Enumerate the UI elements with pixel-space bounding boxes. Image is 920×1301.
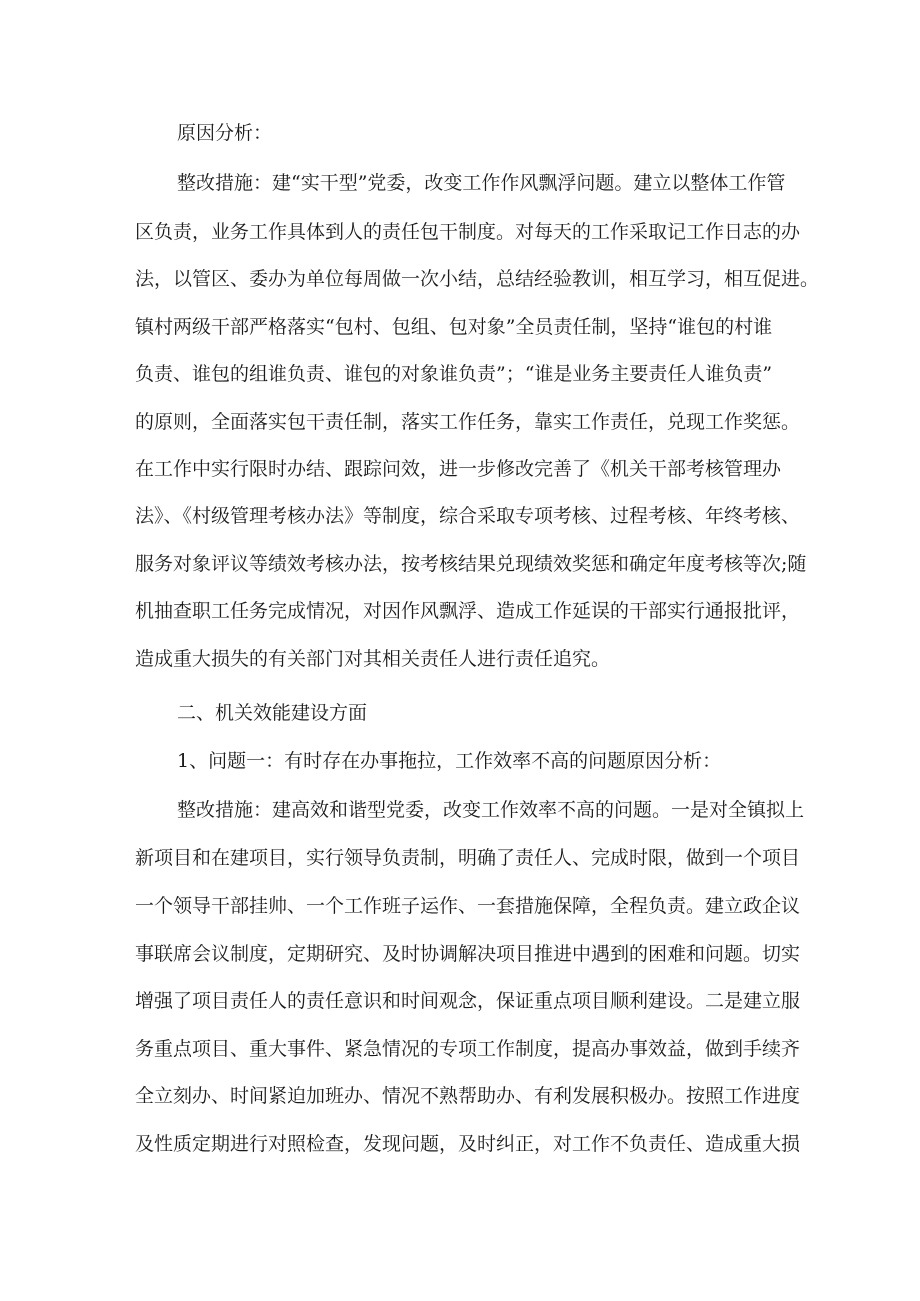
- text-line: [0, 113, 920, 153]
- paragraph-line: 法》、《村级管理考核办法》等制度，综合采取专项考核、过程考核、年终考核、: [135, 505, 801, 527]
- text-line: [0, 934, 920, 974]
- paragraph-line: 区负责，业务工作具体到人的责任包干制度。对每天的工作采取记工作日志的办: [135, 221, 801, 243]
- text-line: [0, 354, 920, 394]
- text-line: [0, 790, 920, 830]
- issue-heading: 1、问题一：有时存在办事拖拉，工作效率不高的问题原因分析：: [177, 750, 722, 772]
- text-line: [0, 1124, 920, 1164]
- text-line: [0, 886, 920, 926]
- text-line: [0, 449, 920, 489]
- text-line: [0, 741, 920, 781]
- paragraph-heading: 原因分析：: [177, 122, 273, 144]
- paragraph-line: 新项目和在建项目，实行领导负责制，明确了责任人、完成时限，做到一个项目: [135, 847, 801, 869]
- paragraph-line: 负责、谁包的组谁负责、谁包的对象谁负责”；“谁是业务主要责任人谁负责”: [135, 363, 773, 385]
- paragraph-line: 造成重大损失的有关部门对其相关责任人进行责任追究。: [135, 648, 611, 670]
- text-line: [0, 838, 920, 878]
- text-line: [0, 496, 920, 536]
- text-line: [0, 591, 920, 631]
- section-heading: 二、机关效能建设方面: [177, 702, 368, 724]
- paragraph-line: 法，以管区、委办为单位每周做一次小结，总结经验教训，相互学习，相互促进。: [135, 268, 820, 290]
- text-line: [0, 163, 920, 203]
- text-line: [0, 402, 920, 442]
- paragraph-line: 一个领导干部挂帅、一个工作班子运作、一套措施保障，全程负责。建立政企议: [135, 895, 801, 917]
- paragraph-line: 机抽查职工任务完成情况，对因作风飘浮、造成工作延误的干部实行通报批评，: [135, 600, 801, 622]
- text-line: [0, 981, 920, 1021]
- paragraph-line: 务重点项目、重大事件、紧急情况的专项工作制度，提高办事效益，做到手续齐: [135, 1038, 801, 1060]
- text-line: [0, 307, 920, 347]
- paragraph-line: 的原则，全面落实包干责任制，落实工作任务，靠实工作责任，兑现工作奖惩。: [135, 411, 801, 433]
- paragraph-line: 增强了项目责任人的责任意识和时间观念，保证重点项目顺利建设。二是建立服: [135, 990, 801, 1012]
- paragraph-start: 整改措施：建“实干型”党委，改变工作作风飘浮问题。建立以整体工作管: [177, 172, 786, 194]
- paragraph-line: 在工作中实行限时办结、跟踪问效，进一步修改完善了《机关干部考核管理办: [135, 458, 782, 480]
- text-line: [0, 639, 920, 679]
- text-line: [0, 212, 920, 252]
- paragraph-line: 服务对象评议等绩效考核办法，按考核结果兑现绩效奖惩和确定年度考核等次;随: [135, 553, 807, 575]
- text-line: [0, 1029, 920, 1069]
- paragraph-line: 事联席会议制度，定期研究、及时协调解决项目推进中遇到的困难和问题。切实: [135, 943, 801, 965]
- text-line: [0, 693, 920, 733]
- paragraph-line: 全立刻办、时间紧迫加班办、情况不熟帮助办、有利发展积极办。按照工作进度: [135, 1085, 801, 1107]
- paragraph-line: 镇村两级干部严格落实“包村、包组、包对象”全员责任制，坚持“谁包的村谁: [135, 316, 773, 338]
- paragraph-start: 整改措施：建高效和谐型党委，改变工作效率不高的问题。一是对全镇拟上: [177, 799, 805, 821]
- text-line: [0, 544, 920, 584]
- text-line: [0, 259, 920, 299]
- text-line: [0, 1076, 920, 1116]
- paragraph-line: 及性质定期进行对照检查，发现问题，及时纠正，对工作不负责任、造成重大损: [135, 1133, 801, 1155]
